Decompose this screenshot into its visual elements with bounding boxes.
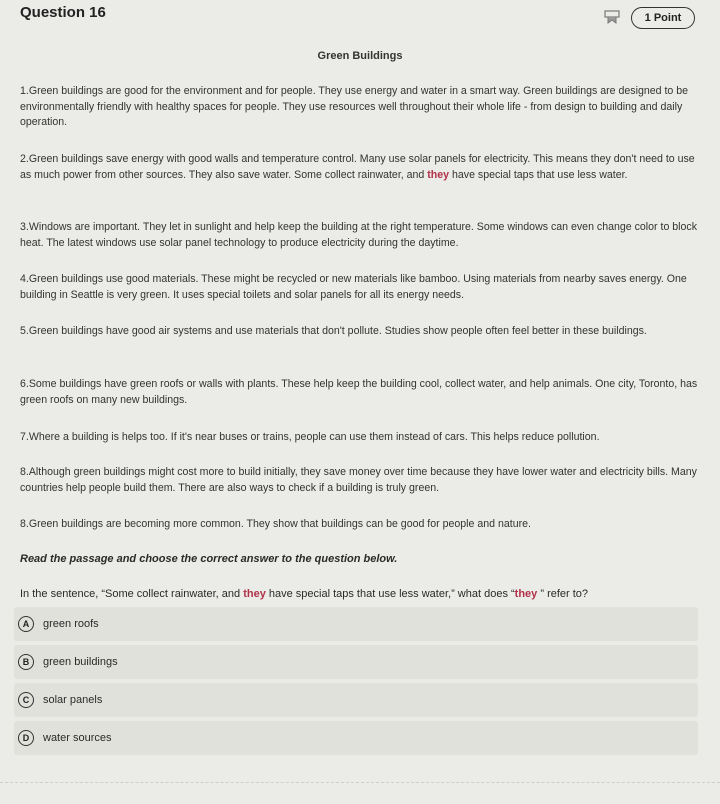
option-letter-b[interactable]: B bbox=[18, 654, 34, 670]
answer-option-c[interactable] bbox=[14, 683, 698, 717]
option-text: green buildings bbox=[43, 656, 118, 668]
instruction-text: Read the passage and choose the correct answer to the question below. bbox=[20, 553, 398, 565]
option-letter-c[interactable]: C bbox=[18, 692, 34, 708]
passage-paragraph: 4.Green buildings use good materials. These might be recycled or new materials like bamboo. Using materials from nearby saves energy. One building in Seattle is very green. It uses special toilets and solar panels for all its energy needs. bbox=[20, 273, 687, 301]
option-text: water sources bbox=[43, 732, 112, 744]
highlight-they: they bbox=[514, 588, 538, 600]
option-text: green roofs bbox=[43, 618, 99, 630]
option-letter-d[interactable]: D bbox=[18, 730, 34, 746]
option-letter-a[interactable]: A bbox=[18, 616, 34, 632]
question-prompt: In the sentence, “Some collect rainwater, and they have special taps that use less water,” what does “they ” refer to? bbox=[20, 588, 589, 600]
option-text: solar panels bbox=[43, 694, 103, 706]
passage-paragraph: 8.Although green buildings might cost more to build initially, they save money over time because they have lower water and electricity bills. Many countries help people build them. There are also ways to check if a building is truly green. bbox=[20, 466, 697, 494]
question-header bbox=[0, 0, 720, 40]
bookmark-icon[interactable] bbox=[604, 10, 620, 24]
passage-paragraph: 2.Green buildings save energy with good walls and temperature control. Many use solar panels for electricity. This means they don't need to use as much power from other sources. They also save water. Some collect rainwater, and they have special taps that use less water. bbox=[20, 153, 695, 181]
divider bbox=[0, 782, 720, 783]
answer-option-a[interactable] bbox=[14, 607, 698, 641]
passage-paragraph: 7.Where a building is helps too. If it's near buses or trains, people can use them instead of cars. This helps reduce pollution. bbox=[20, 431, 600, 443]
passage-paragraph: 5.Green buildings have good air systems and use materials that don't pollute. Studies show people often feel better in these buildings. bbox=[20, 325, 647, 337]
passage-paragraph: 6.Some buildings have green roofs or walls with plants. These help keep the building cool, collect water, and help animals. One city, Toronto, has green roofs on many new buildings. bbox=[20, 378, 698, 406]
question-title: Question 16 bbox=[20, 4, 106, 21]
passage-paragraph: 1.Green buildings are good for the environment and for people. They use energy and water in a smart way. Green buildings are designed to be environmentally friendly with healthy spaces for people. They use resources well throughout their whole life - from design to building and daily operation. bbox=[20, 85, 689, 128]
highlight-they: they bbox=[427, 168, 450, 181]
passage-paragraph: 8.Green buildings are becoming more common. They show that buildings can be good for people and nature. bbox=[20, 518, 531, 530]
answer-option-b[interactable] bbox=[14, 645, 698, 679]
passage-title: Green Buildings bbox=[317, 50, 403, 62]
highlight-they: they bbox=[243, 588, 266, 600]
passage-paragraph: 3.Windows are important. They let in sunlight and help keep the building at the right temperature. Some windows can even change color to block heat. The latest windows use solar panel technology to produce electricity during the daytime. bbox=[20, 221, 698, 249]
answer-option-d[interactable] bbox=[14, 721, 698, 755]
points-badge: 1 Point bbox=[631, 7, 695, 29]
